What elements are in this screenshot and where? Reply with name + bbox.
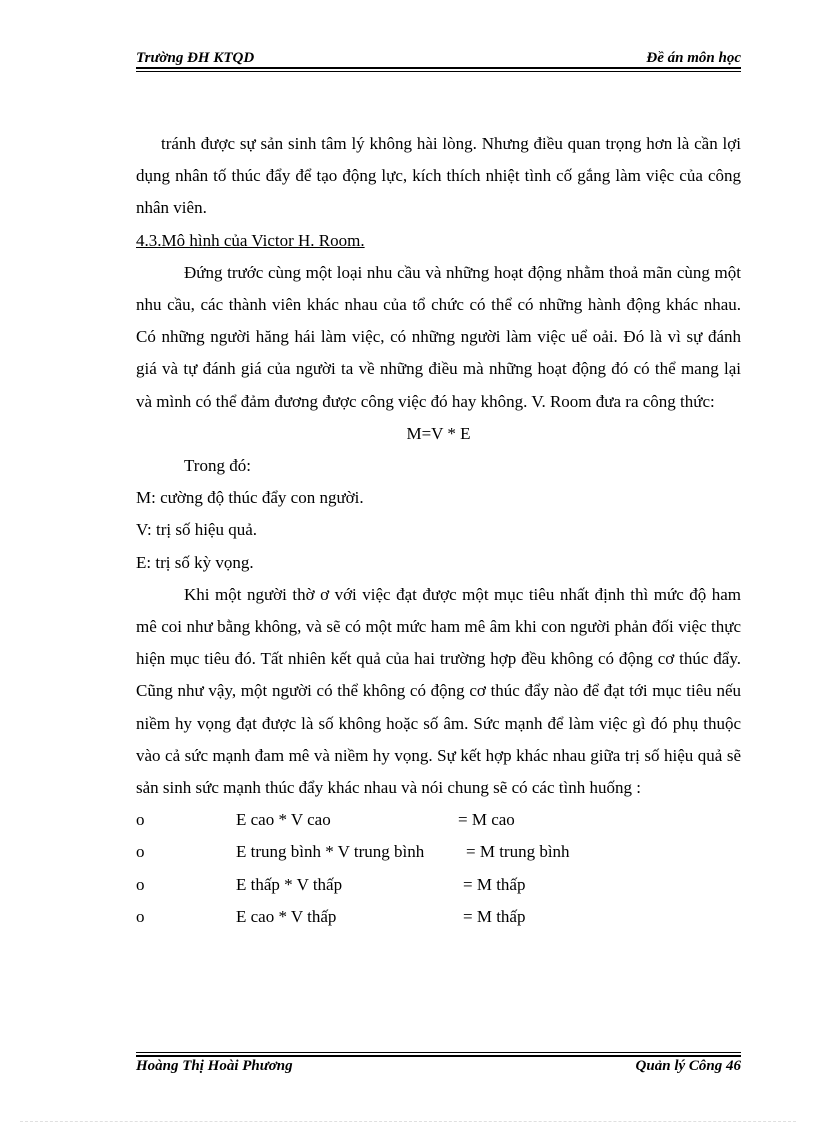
header-divider-thin <box>136 71 741 72</box>
header-divider <box>136 67 741 69</box>
case-row <box>136 804 741 836</box>
bullet-icon: o <box>136 810 145 830</box>
definition-m: M: cường độ thúc đẩy con người. <box>136 488 364 508</box>
case-row <box>136 836 741 868</box>
paragraph-motivation: Khi một người thờ ơ với việc đạt được một mục tiêu nhất định thì mức độ ham mê coi như bằng không, và sẽ có một mức ham mê âm khi con người phản đối việc thực hiện mục tiêu đó. Tất nhiên kết quả của hai trường hợp đều không có động cơ thúc đẩy. Cũng như vậy, một người có thể không có động cơ thúc đẩy nào để đạt tới mục tiêu nếu niềm hy vọng đạt được là số không hoặc số âm. Sức mạnh để làm việc gì đó phụ thuộc vào cả sức mạnh đam mê và niềm hy vọng. Sự kết hợp khác nhau giữa trị số hiệu quả sẽ sản sinh sức mạnh thúc đẩy khác nhau và nói chung sẽ có các tình huống : <box>136 584 741 798</box>
formula: M=V * E <box>406 423 471 443</box>
footer-divider-thin <box>136 1052 741 1053</box>
page-footer <box>136 1058 741 1080</box>
section-heading: 4.3.Mô hình của Victor H. Room. <box>136 230 365 250</box>
definition-v: V: trị số hiệu quả. <box>136 520 258 540</box>
intro-paragraph: tránh được sự sản sinh tâm lý không hài lòng. Nhưng điều quan trọng hơn là cần lợi dụng nhân tố thúc đẩy để tạo động lực, kích thích nhiệt tình cố gắng làm việc của công nhân viên. <box>136 134 741 218</box>
case-result: = M thấp <box>463 906 526 926</box>
where-label: Trong đó: <box>184 456 251 476</box>
case-condition: E cao * V thấp <box>236 906 337 926</box>
footer-divider <box>136 1055 741 1057</box>
footer-author: Hoàng Thị Hoài Phương <box>136 1058 293 1074</box>
case-result: = M thấp <box>463 874 526 894</box>
case-condition: E trung bình * V trung bình <box>236 842 425 862</box>
paragraph-room-model: Đứng trước cùng một loại nhu cầu và những hoạt động nhằm thoả mãn cùng một nhu cầu, các thành viên khác nhau của tổ chức có thể có những hành động khác nhau. Có những người hăng hái làm việc, có những người làm việc uể oải. Đó là vì sự đánh giá và tự đánh giá của người ta về những điều mà những hoạt động đó có thể mang lại và mình có thể đảm đương được công việc đó hay không. V. Room đưa ra công thức: <box>136 262 741 411</box>
header-doc-type: Đề án môn học <box>646 50 741 66</box>
bullet-icon: o <box>136 874 145 894</box>
footer-class-page: Quản lý Công 46 <box>635 1058 741 1074</box>
definition-e: E: trị số kỳ vọng. <box>136 552 254 572</box>
case-result: = M cao <box>458 810 515 830</box>
case-result: = M trung bình <box>466 842 570 862</box>
case-row <box>136 869 741 901</box>
page-body <box>136 128 741 933</box>
case-row <box>136 901 741 933</box>
bullet-icon: o <box>136 906 145 926</box>
header-school: Trường ĐH KTQD <box>136 50 255 66</box>
case-condition: E thấp * V thấp <box>236 874 343 894</box>
page-edge-divider <box>20 1121 796 1122</box>
case-condition: E cao * V cao <box>236 810 331 830</box>
bullet-icon: o <box>136 842 145 862</box>
